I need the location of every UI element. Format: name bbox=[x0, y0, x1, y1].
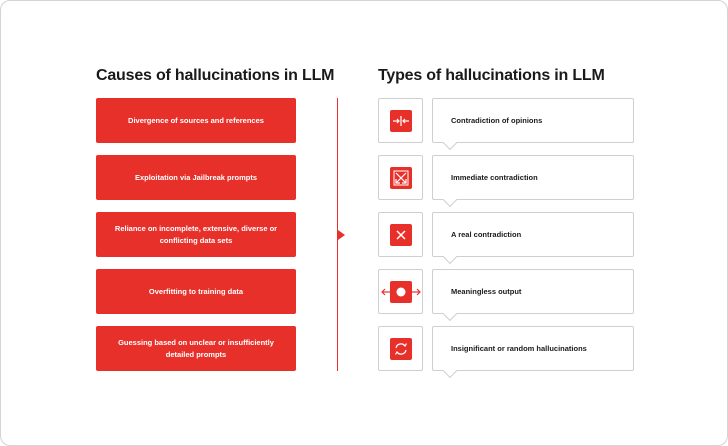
type-icon-box bbox=[378, 326, 423, 371]
cause-box bbox=[96, 269, 296, 314]
cause-label: Guessing based on unclear or insufficiently detailed prompts bbox=[118, 337, 274, 359]
causes-heading: Causes of hallucinations in LLM bbox=[96, 67, 335, 84]
type-callout bbox=[432, 212, 634, 257]
diverging-arrows-icon bbox=[381, 281, 421, 303]
type-icon-box bbox=[378, 269, 423, 314]
cause-label: Overfitting to training data bbox=[148, 286, 244, 296]
callout-tail bbox=[443, 364, 457, 378]
callout-tail bbox=[443, 307, 457, 321]
cause-box bbox=[96, 212, 296, 257]
types-heading: Types of hallucinations in LLM bbox=[378, 67, 605, 84]
callout-tail bbox=[443, 136, 457, 150]
converging-arrows-icon bbox=[390, 110, 412, 132]
refresh-cycle-icon bbox=[390, 338, 412, 360]
type-label: A real contradiction bbox=[451, 230, 522, 239]
divider-arrow-icon bbox=[338, 230, 345, 240]
cause-label: Reliance on incomplete, extensive, diverse or conflicting data sets bbox=[114, 223, 278, 245]
type-callout bbox=[432, 326, 634, 371]
cause-label: Divergence of sources and references bbox=[128, 115, 264, 125]
cause-box bbox=[96, 155, 296, 200]
type-icon-box bbox=[378, 155, 423, 200]
type-callout bbox=[432, 98, 634, 143]
callout-tail bbox=[443, 193, 457, 207]
type-label: Immediate contradiction bbox=[451, 173, 538, 182]
x-mark-icon bbox=[390, 224, 412, 246]
type-label: Insignificant or random hallucinations bbox=[451, 344, 587, 353]
crossed-arrows-icon bbox=[390, 167, 412, 189]
type-label: Meaningless output bbox=[451, 287, 522, 296]
type-callout bbox=[432, 269, 634, 314]
callout-tail bbox=[443, 250, 457, 264]
type-icon-box bbox=[378, 98, 423, 143]
cause-box bbox=[96, 326, 296, 371]
cause-label: Exploitation via Jailbreak prompts bbox=[134, 172, 258, 182]
type-callout bbox=[432, 155, 634, 200]
cause-box bbox=[96, 98, 296, 143]
type-icon-box bbox=[378, 212, 423, 257]
type-label: Contradiction of opinions bbox=[451, 116, 543, 125]
